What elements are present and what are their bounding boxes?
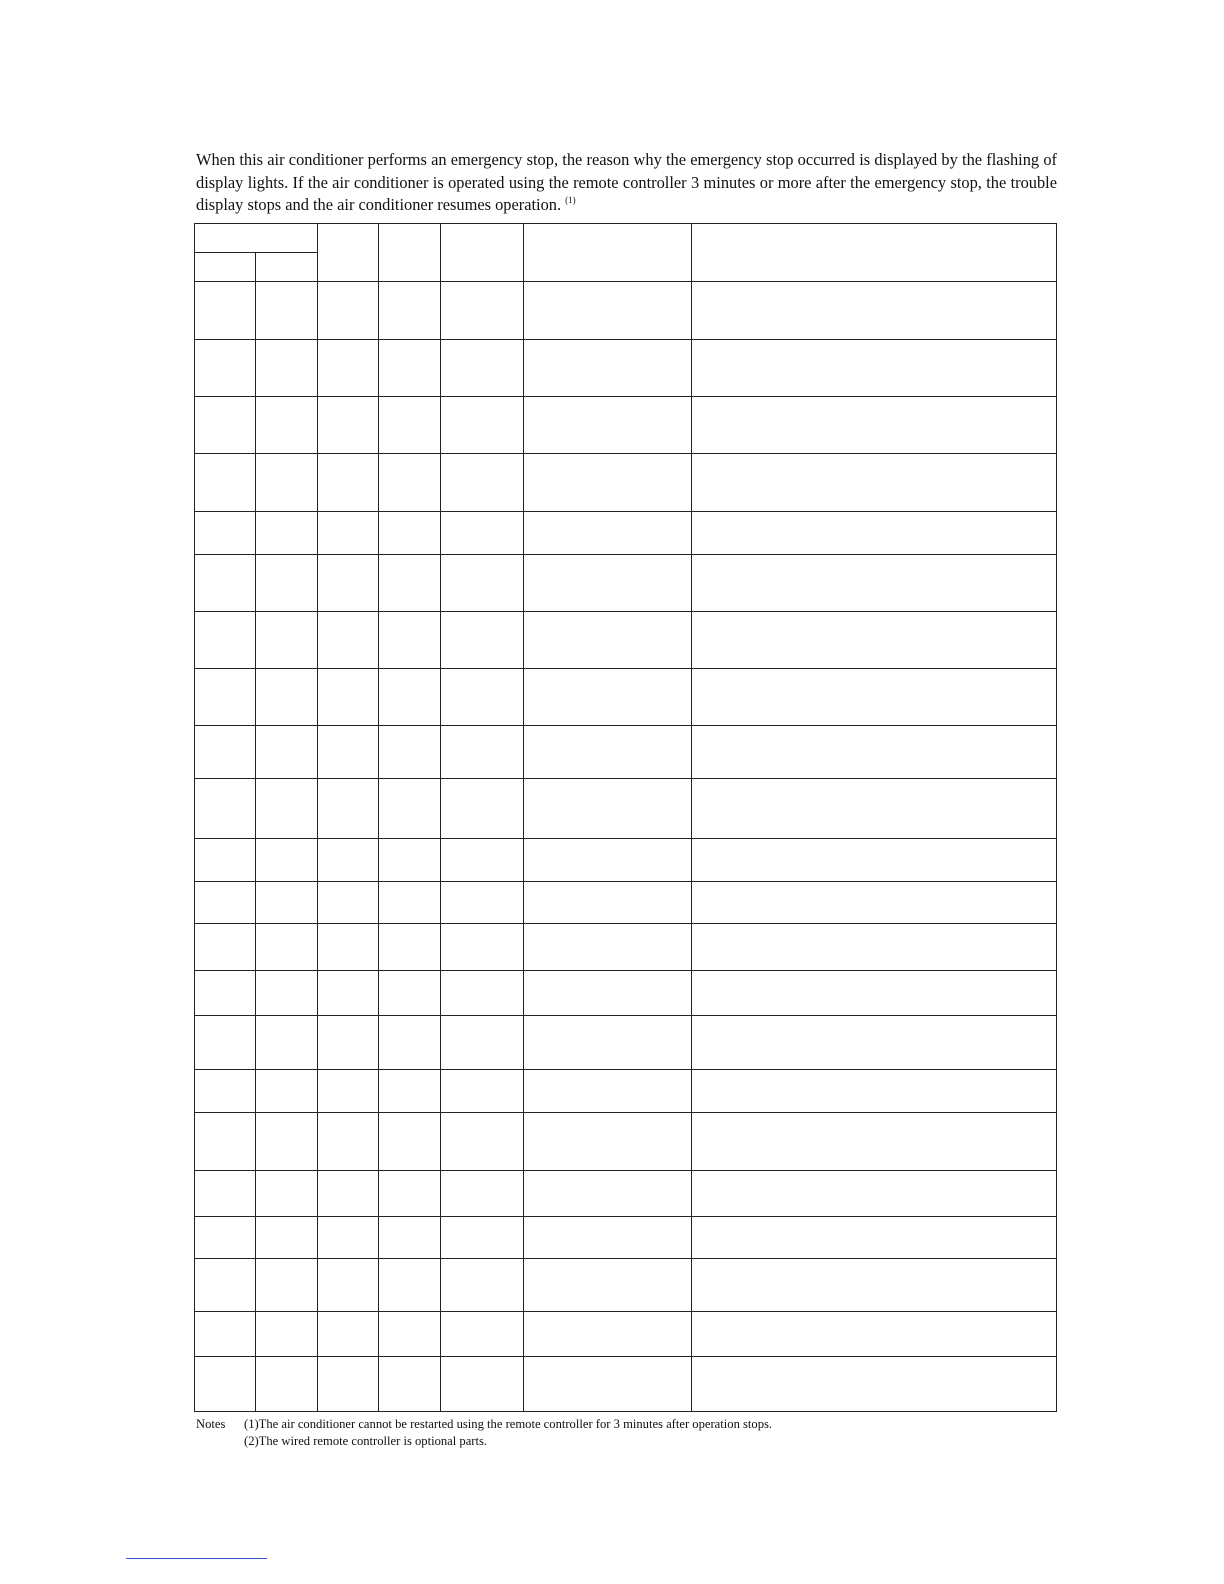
table-row: [195, 512, 1057, 555]
table-cell: [524, 924, 692, 971]
header-cell-group: [195, 224, 318, 253]
table-cell: [256, 612, 318, 669]
table-cell: [195, 612, 256, 669]
table-cell: [318, 779, 379, 839]
footer-rule: [126, 1558, 267, 1559]
table-cell: [524, 1312, 692, 1357]
table-cell: [256, 882, 318, 924]
table-cell: [524, 612, 692, 669]
table-cell: [692, 1171, 1057, 1217]
table-cell: [441, 555, 524, 612]
table-cell: [318, 1312, 379, 1357]
table-cell: [441, 1113, 524, 1171]
table-cell: [256, 839, 318, 882]
table-row: [195, 282, 1057, 340]
table-cell: [318, 340, 379, 397]
table-cell: [318, 1259, 379, 1312]
table-cell: [318, 924, 379, 971]
table-cell: [692, 839, 1057, 882]
table-cell: [256, 282, 318, 340]
table-cell: [318, 669, 379, 726]
table-cell: [441, 1070, 524, 1113]
table-cell: [379, 924, 441, 971]
table-cell: [692, 924, 1057, 971]
table-row: [195, 454, 1057, 512]
table-cell: [195, 282, 256, 340]
table-cell: [524, 1016, 692, 1070]
table-row: [195, 1171, 1057, 1217]
table-cell: [441, 397, 524, 454]
table-cell: [379, 1171, 441, 1217]
table-cell: [692, 669, 1057, 726]
table-cell: [441, 1312, 524, 1357]
note-1: [196, 1416, 772, 1433]
table-cell: [524, 555, 692, 612]
table-cell: [256, 1312, 318, 1357]
table-cell: [441, 454, 524, 512]
table-cell: [692, 397, 1057, 454]
table-cell: [318, 454, 379, 512]
table-cell: [379, 340, 441, 397]
table-cell: [195, 397, 256, 454]
table-cell: [692, 1312, 1057, 1357]
table-cell: [692, 1357, 1057, 1412]
table-cell: [318, 882, 379, 924]
table-cell: [318, 726, 379, 779]
table-cell: [256, 454, 318, 512]
table-cell: [524, 340, 692, 397]
table-cell: [441, 1259, 524, 1312]
table-cell: [524, 454, 692, 512]
table-cell: [379, 971, 441, 1016]
table-cell: [692, 1016, 1057, 1070]
table-cell: [256, 555, 318, 612]
header-subcell-2: [256, 253, 318, 282]
table-cell: [692, 512, 1057, 555]
table-cell: [379, 1070, 441, 1113]
header-row-top: [195, 224, 1057, 253]
table-cell: [524, 282, 692, 340]
table-cell: [441, 612, 524, 669]
table-row: [195, 1217, 1057, 1259]
table-cell: [524, 726, 692, 779]
table-cell: [379, 839, 441, 882]
table-cell: [379, 555, 441, 612]
header-cell-3: [318, 224, 379, 282]
table-cell: [441, 669, 524, 726]
intro-footnote-ref: (1): [565, 195, 576, 205]
table-cell: [379, 1312, 441, 1357]
table-cell: [379, 397, 441, 454]
table-cell: [318, 971, 379, 1016]
table-cell: [256, 1016, 318, 1070]
table-cell: [524, 779, 692, 839]
table-cell: [318, 555, 379, 612]
table-cell: [256, 1113, 318, 1171]
table-cell: [692, 612, 1057, 669]
table-cell: [195, 839, 256, 882]
table-cell: [379, 1016, 441, 1070]
table-cell: [318, 1016, 379, 1070]
table-cell: [256, 340, 318, 397]
table-cell: [195, 1259, 256, 1312]
table-cell: [524, 1217, 692, 1259]
table-cell: [318, 1357, 379, 1412]
table-cell: [256, 669, 318, 726]
table-cell: [195, 1113, 256, 1171]
table-cell: [379, 454, 441, 512]
table-cell: [379, 1217, 441, 1259]
table-cell: [379, 512, 441, 555]
table-cell: [379, 882, 441, 924]
table-cell: [195, 340, 256, 397]
table-row: [195, 882, 1057, 924]
table-row: [195, 726, 1057, 779]
table-cell: [441, 1357, 524, 1412]
table-row: [195, 555, 1057, 612]
table-cell: [195, 1312, 256, 1357]
table-cell: [195, 779, 256, 839]
table-cell: [692, 1113, 1057, 1171]
table-cell: [379, 779, 441, 839]
table-cell: [692, 454, 1057, 512]
table-cell: [318, 282, 379, 340]
table-cell: [692, 726, 1057, 779]
trouble-display-table: [194, 223, 1057, 1412]
table-cell: [318, 1113, 379, 1171]
table-cell: [256, 924, 318, 971]
table-cell: [379, 669, 441, 726]
header-cell-7: [692, 224, 1057, 282]
table-row: [195, 1259, 1057, 1312]
table-cell: [692, 882, 1057, 924]
note-2-text: (2)The wired remote controller is optional parts.: [244, 1433, 488, 1448]
table-cell: [524, 512, 692, 555]
table-cell: [441, 882, 524, 924]
intro-text: When this air conditioner performs an emergency stop, the reason why the emergency stop occurred is displayed by the flashing of display lights. If the air conditioner is operated using the remote controller 3 minutes or more after the emergency stop, the trouble display stops and the air conditioner resumes operation.: [196, 150, 1057, 214]
table-cell: [195, 882, 256, 924]
table-cell: [524, 1259, 692, 1312]
table-cell: [441, 924, 524, 971]
table-cell: [256, 726, 318, 779]
table-cell: [441, 726, 524, 779]
table-row: [195, 1113, 1057, 1171]
table-cell: [256, 779, 318, 839]
table-row: [195, 1357, 1057, 1412]
table-cell: [379, 726, 441, 779]
header-subcell-1: [195, 253, 256, 282]
table-cell: [524, 397, 692, 454]
table-row: [195, 340, 1057, 397]
table-cell: [318, 839, 379, 882]
table-cell: [692, 282, 1057, 340]
table-cell: [441, 1016, 524, 1070]
table-cell: [441, 1217, 524, 1259]
intro-paragraph: [196, 149, 1057, 217]
table-cell: [692, 555, 1057, 612]
table-cell: [195, 454, 256, 512]
table-cell: [195, 512, 256, 555]
table-cell: [441, 282, 524, 340]
table-cell: [256, 971, 318, 1016]
table-cell: [379, 282, 441, 340]
table-cell: [379, 1357, 441, 1412]
table-row: [195, 612, 1057, 669]
table-cell: [441, 779, 524, 839]
table-cell: [318, 1070, 379, 1113]
table-cell: [195, 669, 256, 726]
note-1-text: (1)The air conditioner cannot be restarted using the remote controller for 3 minutes after operation stops.: [244, 1417, 773, 1431]
notes-label: Notes: [196, 1417, 226, 1431]
table-cell: [441, 839, 524, 882]
table-cell: [441, 1171, 524, 1217]
table-cell: [195, 924, 256, 971]
table-cell: [692, 779, 1057, 839]
table-cell: [318, 512, 379, 555]
table-cell: [692, 1259, 1057, 1312]
table-row: [195, 1016, 1057, 1070]
header-cell-6: [524, 224, 692, 282]
table-cell: [524, 669, 692, 726]
header-cell-4: [379, 224, 441, 282]
table-row: [195, 779, 1057, 839]
table-cell: [692, 1217, 1057, 1259]
table-cell: [441, 340, 524, 397]
table-cell: [256, 1171, 318, 1217]
table-cell: [195, 1357, 256, 1412]
table-cell: [256, 512, 318, 555]
table-cell: [692, 1070, 1057, 1113]
table-cell: [256, 1070, 318, 1113]
table-cell: [379, 612, 441, 669]
table-cell: [441, 512, 524, 555]
table-row: [195, 1070, 1057, 1113]
table-cell: [195, 971, 256, 1016]
table-cell: [318, 612, 379, 669]
table-row: [195, 397, 1057, 454]
table-row: [195, 971, 1057, 1016]
table-cell: [441, 971, 524, 1016]
table-cell: [256, 1357, 318, 1412]
table-cell: [256, 397, 318, 454]
table-cell: [195, 1217, 256, 1259]
notes: [196, 1416, 772, 1449]
table-cell: [318, 1171, 379, 1217]
table-cell: [195, 1070, 256, 1113]
table-cell: [379, 1259, 441, 1312]
table-cell: [195, 726, 256, 779]
table-cell: [318, 397, 379, 454]
table-cell: [524, 971, 692, 1016]
table-cell: [318, 1217, 379, 1259]
table-cell: [195, 1016, 256, 1070]
table-cell: [524, 1357, 692, 1412]
header-cell-5: [441, 224, 524, 282]
table-cell: [524, 839, 692, 882]
table-cell: [524, 1070, 692, 1113]
table-cell: [256, 1217, 318, 1259]
table-row: [195, 669, 1057, 726]
table-row: [195, 924, 1057, 971]
table-cell: [524, 1171, 692, 1217]
table-cell: [195, 555, 256, 612]
table-cell: [692, 340, 1057, 397]
table-cell: [524, 1113, 692, 1171]
note-2: [196, 1433, 772, 1450]
table-row: [195, 839, 1057, 882]
table-cell: [692, 971, 1057, 1016]
table-row: [195, 1312, 1057, 1357]
table-cell: [256, 1259, 318, 1312]
table-cell: [379, 1113, 441, 1171]
table-cell: [195, 1171, 256, 1217]
table-cell: [524, 882, 692, 924]
